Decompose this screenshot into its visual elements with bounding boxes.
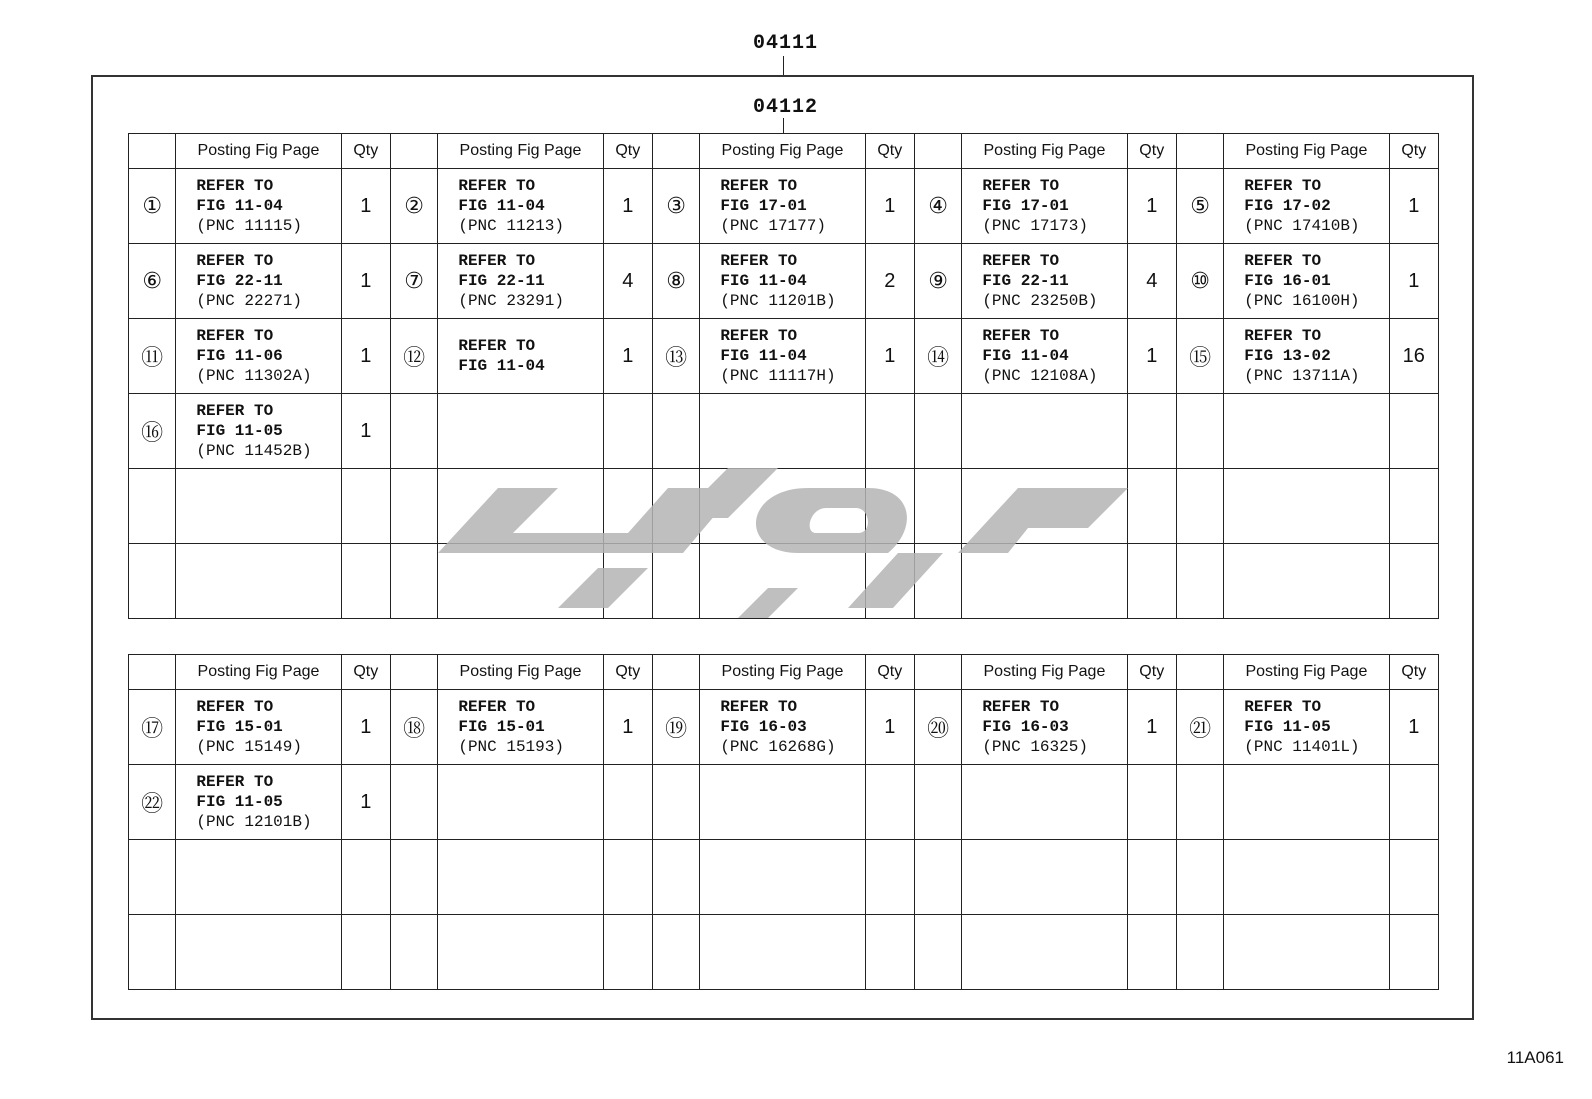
- callout-number: ④: [914, 169, 961, 244]
- quantity-value: 1: [603, 319, 652, 394]
- callout-outer: 04111: [753, 32, 819, 55]
- posting-reference: [438, 915, 603, 990]
- posting-reference: [1224, 915, 1389, 990]
- reference-line: FIG 17-02: [1244, 197, 1331, 215]
- reference-line: (PNC 11117H): [720, 367, 836, 385]
- header-qty: Qty: [603, 655, 652, 690]
- quantity-value: 1: [1127, 690, 1176, 765]
- quantity-value: [1127, 840, 1176, 915]
- callout-number: [1176, 469, 1223, 544]
- posting-reference: [700, 840, 865, 915]
- reference-line: FIG 11-04: [196, 197, 283, 215]
- watermark-logo: [438, 458, 1128, 623]
- reference-line: (PNC 17173): [982, 217, 1088, 235]
- callout-number: ⑬: [652, 319, 699, 394]
- header-index-cell: [129, 655, 176, 690]
- callout-number: ⑨: [914, 244, 961, 319]
- reference-line: (PNC 11213): [458, 217, 564, 235]
- reference-line: REFER TO: [982, 177, 1060, 195]
- header-index-cell: [914, 134, 961, 169]
- posting-reference: [1224, 765, 1389, 840]
- posting-reference: [438, 319, 603, 394]
- callout-number: [390, 840, 437, 915]
- quantity-value: [1127, 915, 1176, 990]
- header-qty: Qty: [865, 134, 914, 169]
- table-row: [129, 244, 1439, 319]
- reference-line: FIG 22-11: [458, 272, 545, 290]
- quantity-value: 1: [1389, 169, 1438, 244]
- posting-reference: [962, 169, 1127, 244]
- quantity-value: [603, 840, 652, 915]
- posting-reference: [438, 840, 603, 915]
- header-posting-fig-page: Posting Fig Page: [438, 655, 603, 690]
- quantity-value: 1: [1127, 319, 1176, 394]
- callout-number: [652, 915, 699, 990]
- callout-number: [914, 840, 961, 915]
- callout-number: ⑩: [1176, 244, 1223, 319]
- callout-number: [914, 915, 961, 990]
- header-index-cell: [914, 655, 961, 690]
- table-row: [129, 690, 1439, 765]
- posting-reference: [700, 690, 865, 765]
- callout-number: [914, 765, 961, 840]
- quantity-value: 1: [341, 169, 390, 244]
- posting-reference: [1224, 244, 1389, 319]
- table-header-row: [129, 134, 1439, 169]
- quantity-value: [603, 765, 652, 840]
- callout-number: ⑧: [652, 244, 699, 319]
- quantity-value: [865, 840, 914, 915]
- reference-line: FIG 17-01: [982, 197, 1069, 215]
- callout-number: [652, 765, 699, 840]
- reference-line: FIG 11-04: [720, 272, 807, 290]
- callout-inner: 04112: [753, 96, 819, 119]
- posting-reference: [962, 319, 1127, 394]
- reference-line: REFER TO: [982, 327, 1060, 345]
- header-qty: Qty: [1127, 655, 1176, 690]
- callout-number: ⑦: [390, 244, 437, 319]
- quantity-value: 1: [341, 690, 390, 765]
- reference-line: (PNC 13711A): [1244, 367, 1360, 385]
- quantity-value: 1: [865, 319, 914, 394]
- quantity-value: 4: [603, 244, 652, 319]
- reference-line: FIG 13-02: [1244, 347, 1331, 365]
- parts-table-2: [128, 654, 1439, 990]
- callout-number: ⑯: [129, 394, 176, 469]
- posting-reference: [1224, 319, 1389, 394]
- quantity-value: 1: [603, 169, 652, 244]
- reference-line: REFER TO: [982, 252, 1060, 270]
- quantity-value: [1389, 544, 1438, 619]
- quantity-value: [603, 915, 652, 990]
- quantity-value: [1389, 915, 1438, 990]
- table-row: [129, 915, 1439, 990]
- reference-line: (PNC 23291): [458, 292, 564, 310]
- posting-reference: [1224, 544, 1389, 619]
- reference-line: REFER TO: [196, 327, 274, 345]
- reference-line: REFER TO: [1244, 177, 1322, 195]
- posting-reference: [1224, 169, 1389, 244]
- reference-line: (PNC 16268G): [720, 738, 836, 756]
- reference-line: FIG 22-11: [196, 272, 283, 290]
- reference-line: (PNC 17410B): [1244, 217, 1360, 235]
- quantity-value: [1389, 840, 1438, 915]
- posting-reference: [176, 394, 341, 469]
- quantity-value: [341, 469, 390, 544]
- reference-line: REFER TO: [458, 252, 536, 270]
- reference-line: REFER TO: [982, 698, 1060, 716]
- header-index-cell: [390, 655, 437, 690]
- quantity-value: [341, 915, 390, 990]
- header-qty: Qty: [603, 134, 652, 169]
- leader-line-outer: [783, 56, 784, 75]
- quantity-value: [1389, 394, 1438, 469]
- quantity-value: [1389, 469, 1438, 544]
- header-posting-fig-page: Posting Fig Page: [962, 134, 1127, 169]
- posting-reference: [1224, 394, 1389, 469]
- callout-number: [1176, 394, 1223, 469]
- quantity-value: [1127, 469, 1176, 544]
- table-row: [129, 169, 1439, 244]
- posting-reference: [962, 840, 1127, 915]
- reference-line: REFER TO: [458, 177, 536, 195]
- callout-number: ⑱: [390, 690, 437, 765]
- posting-reference: [962, 244, 1127, 319]
- reference-line: (PNC 17177): [720, 217, 826, 235]
- quantity-value: [341, 840, 390, 915]
- header-posting-fig-page: Posting Fig Page: [176, 655, 341, 690]
- header-posting-fig-page: Posting Fig Page: [700, 134, 865, 169]
- reference-line: FIG 11-04: [982, 347, 1069, 365]
- quantity-value: 1: [1389, 244, 1438, 319]
- header-qty: Qty: [341, 134, 390, 169]
- posting-reference: [176, 469, 341, 544]
- posting-reference: [176, 169, 341, 244]
- header-index-cell: [1176, 134, 1223, 169]
- reference-line: REFER TO: [458, 337, 536, 355]
- header-posting-fig-page: Posting Fig Page: [438, 134, 603, 169]
- reference-line: (PNC 15193): [458, 738, 564, 756]
- quantity-value: 1: [341, 394, 390, 469]
- posting-reference: [438, 690, 603, 765]
- reference-line: FIG 16-03: [982, 718, 1069, 736]
- reference-line: FIG 11-04: [720, 347, 807, 365]
- reference-line: FIG 11-05: [1244, 718, 1331, 736]
- reference-line: (PNC 11401L): [1244, 738, 1360, 756]
- header-index-cell: [390, 134, 437, 169]
- watermark-logo-icon: [438, 458, 1128, 618]
- callout-number: ②: [390, 169, 437, 244]
- posting-reference: [176, 690, 341, 765]
- table-row: [129, 840, 1439, 915]
- callout-number: ㉑: [1176, 690, 1223, 765]
- reference-line: REFER TO: [1244, 327, 1322, 345]
- callout-number: [390, 544, 437, 619]
- quantity-value: 1: [865, 169, 914, 244]
- header-qty: Qty: [865, 655, 914, 690]
- reference-line: REFER TO: [720, 327, 798, 345]
- quantity-value: 1: [341, 319, 390, 394]
- callout-number: ⑭: [914, 319, 961, 394]
- posting-reference: [438, 169, 603, 244]
- callout-number: [1176, 765, 1223, 840]
- reference-line: (PNC 11452B): [196, 442, 312, 460]
- posting-reference: [176, 915, 341, 990]
- callout-number: [129, 469, 176, 544]
- reference-line: FIG 11-06: [196, 347, 283, 365]
- header-qty: Qty: [341, 655, 390, 690]
- posting-reference: [1224, 690, 1389, 765]
- posting-reference: [176, 244, 341, 319]
- reference-line: FIG 15-01: [458, 718, 545, 736]
- quantity-value: 1: [341, 244, 390, 319]
- callout-number: ⑰: [129, 690, 176, 765]
- header-posting-fig-page: Posting Fig Page: [1224, 134, 1389, 169]
- reference-line: REFER TO: [1244, 698, 1322, 716]
- reference-line: FIG 16-03: [720, 718, 807, 736]
- quantity-value: 4: [1127, 244, 1176, 319]
- reference-line: REFER TO: [458, 698, 536, 716]
- quantity-value: 1: [865, 690, 914, 765]
- quantity-value: 1: [1389, 690, 1438, 765]
- reference-line: (PNC 11115): [196, 217, 302, 235]
- reference-line: REFER TO: [720, 177, 798, 195]
- posting-reference: [700, 169, 865, 244]
- quantity-value: [1127, 544, 1176, 619]
- table-row: [129, 765, 1439, 840]
- reference-line: (PNC 12101B): [196, 813, 312, 831]
- callout-number: ⑳: [914, 690, 961, 765]
- header-index-cell: [652, 655, 699, 690]
- quantity-value: [865, 915, 914, 990]
- reference-line: (PNC 22271): [196, 292, 302, 310]
- posting-reference: [176, 765, 341, 840]
- callout-number: [1176, 840, 1223, 915]
- callout-number: ①: [129, 169, 176, 244]
- posting-reference: [700, 244, 865, 319]
- callout-number: ⑥: [129, 244, 176, 319]
- header-posting-fig-page: Posting Fig Page: [962, 655, 1127, 690]
- header-index-cell: [1176, 655, 1223, 690]
- posting-reference: [176, 544, 341, 619]
- posting-reference: [700, 765, 865, 840]
- posting-reference: [962, 690, 1127, 765]
- header-qty: Qty: [1127, 134, 1176, 169]
- callout-number: ③: [652, 169, 699, 244]
- posting-reference: [438, 244, 603, 319]
- leader-line-inner: [783, 118, 784, 134]
- table-header-row: [129, 655, 1439, 690]
- header-index-cell: [129, 134, 176, 169]
- quantity-value: [341, 544, 390, 619]
- reference-line: FIG 22-11: [982, 272, 1069, 290]
- reference-line: FIG 11-05: [196, 422, 283, 440]
- header-qty: Qty: [1389, 134, 1438, 169]
- posting-reference: [700, 915, 865, 990]
- quantity-value: 16: [1389, 319, 1438, 394]
- posting-reference: [176, 840, 341, 915]
- callout-number: [390, 469, 437, 544]
- figure-id: 11A061: [1506, 1048, 1564, 1067]
- posting-reference: [438, 765, 603, 840]
- reference-line: FIG 11-05: [196, 793, 283, 811]
- callout-number: [390, 765, 437, 840]
- callout-number: ⑮: [1176, 319, 1223, 394]
- callout-number: [390, 394, 437, 469]
- posting-reference: [700, 319, 865, 394]
- reference-line: FIG 15-01: [196, 718, 283, 736]
- reference-line: (PNC 11201B): [720, 292, 836, 310]
- callout-number: [1176, 915, 1223, 990]
- posting-reference: [176, 319, 341, 394]
- reference-line: (PNC 16100H): [1244, 292, 1360, 310]
- reference-line: (PNC 12108A): [982, 367, 1098, 385]
- quantity-value: 2: [865, 244, 914, 319]
- callout-number: ㉒: [129, 765, 176, 840]
- callout-number: [129, 544, 176, 619]
- reference-line: FIG 11-04: [458, 197, 545, 215]
- header-qty: Qty: [1389, 655, 1438, 690]
- posting-reference: [962, 915, 1127, 990]
- reference-line: (PNC 11302A): [196, 367, 312, 385]
- reference-line: FIG 11-04: [458, 357, 545, 375]
- quantity-value: 1: [603, 690, 652, 765]
- callout-number: [1176, 544, 1223, 619]
- reference-line: REFER TO: [196, 773, 274, 791]
- reference-line: (PNC 16325): [982, 738, 1088, 756]
- callout-number: [652, 840, 699, 915]
- header-posting-fig-page: Posting Fig Page: [176, 134, 341, 169]
- posting-reference: [1224, 840, 1389, 915]
- reference-line: REFER TO: [1244, 252, 1322, 270]
- reference-line: REFER TO: [196, 402, 274, 420]
- callout-number: ⑲: [652, 690, 699, 765]
- reference-line: FIG 16-01: [1244, 272, 1331, 290]
- reference-line: (PNC 15149): [196, 738, 302, 756]
- header-posting-fig-page: Posting Fig Page: [700, 655, 865, 690]
- reference-line: FIG 17-01: [720, 197, 807, 215]
- reference-line: REFER TO: [720, 698, 798, 716]
- posting-reference: [962, 765, 1127, 840]
- quantity-value: [1127, 394, 1176, 469]
- callout-number: [390, 915, 437, 990]
- reference-line: REFER TO: [196, 698, 274, 716]
- posting-reference: [1224, 469, 1389, 544]
- callout-number: [129, 840, 176, 915]
- reference-line: REFER TO: [196, 252, 274, 270]
- callout-number: [129, 915, 176, 990]
- reference-line: REFER TO: [196, 177, 274, 195]
- callout-number: ⑫: [390, 319, 437, 394]
- table-row: [129, 319, 1439, 394]
- quantity-value: 1: [341, 765, 390, 840]
- header-posting-fig-page: Posting Fig Page: [1224, 655, 1389, 690]
- quantity-value: [865, 765, 914, 840]
- quantity-value: [1127, 765, 1176, 840]
- reference-line: REFER TO: [720, 252, 798, 270]
- header-index-cell: [652, 134, 699, 169]
- quantity-value: [1389, 765, 1438, 840]
- callout-number: ⑪: [129, 319, 176, 394]
- reference-line: (PNC 23250B): [982, 292, 1098, 310]
- callout-number: ⑤: [1176, 169, 1223, 244]
- quantity-value: 1: [1127, 169, 1176, 244]
